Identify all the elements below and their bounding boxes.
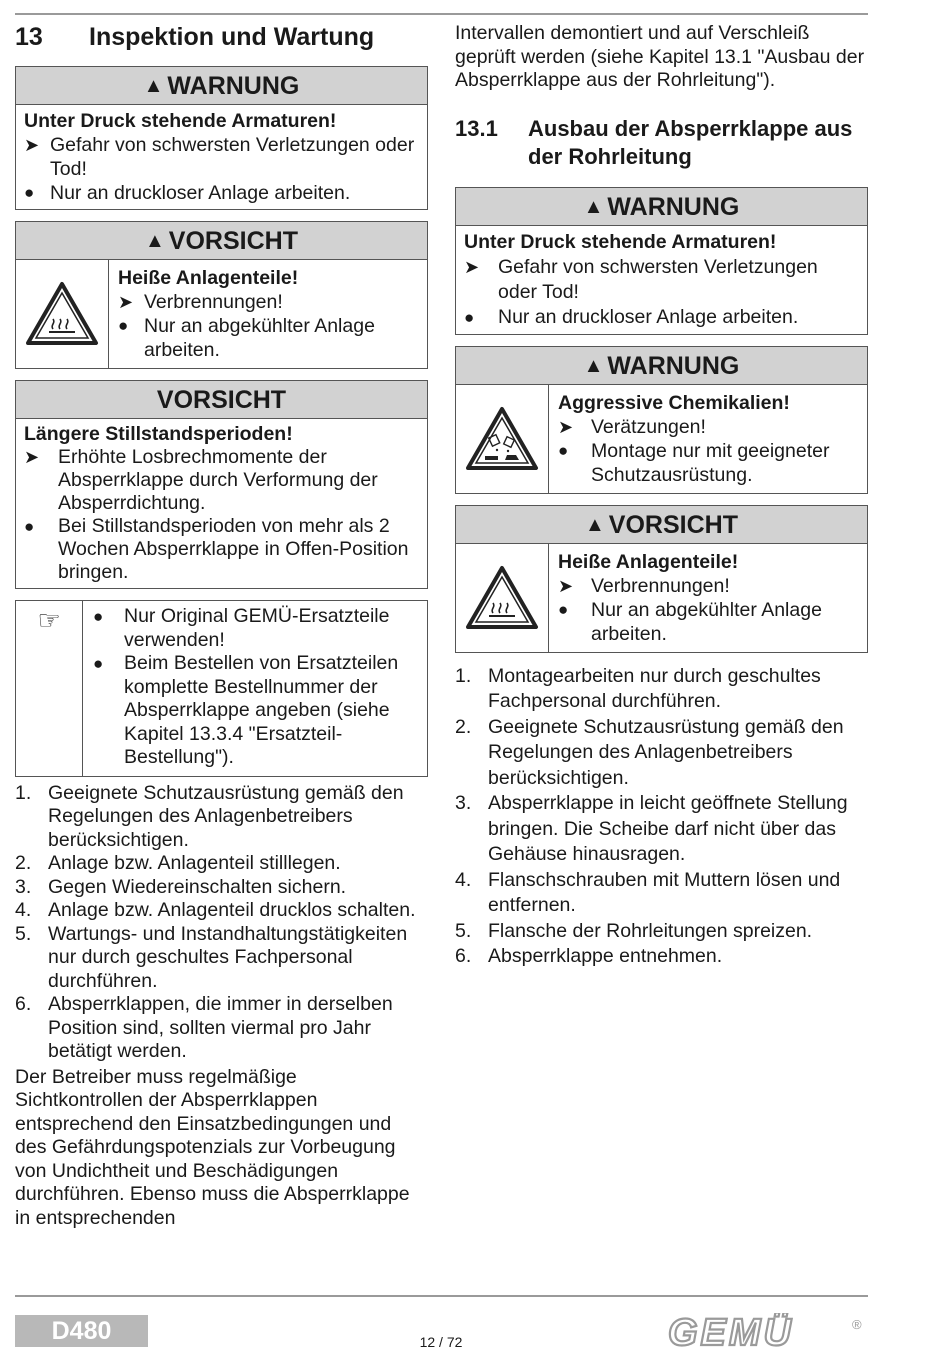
section-number: 13 xyxy=(15,23,43,51)
caution-box-header xyxy=(456,506,867,544)
note-body xyxy=(83,601,427,776)
warning-box-chemicals xyxy=(455,346,868,494)
consequence-item xyxy=(558,574,859,598)
warning-box-pressure xyxy=(15,66,428,210)
right-column xyxy=(455,22,868,970)
list-item: 5. Flansche der Rohrleitungen spreizen. xyxy=(455,919,868,945)
list-item: 3. Gegen Wiedereinschalten sichern. xyxy=(15,875,347,898)
bullet-icon: ● xyxy=(464,307,475,327)
warning-box-pressure xyxy=(455,187,868,335)
bullet-icon: ● xyxy=(118,316,129,335)
step-text: Gegen Wiedereinschalten sichern. xyxy=(48,875,347,898)
caution-box-hot xyxy=(455,505,868,653)
consequence-text: Verbrennungen! xyxy=(591,574,730,597)
operator-paragraph: Der Betreiber muss regelmäßige Sichtkontrollen der Absperrklappen entsprechend den Einsatzbedingungen und des Gefährdungspotenzials zur Vorbeugung von Undichtheit und Beschädigungen durchführen. Ebenso muss die Absperrklappe in entsprechenden xyxy=(15,1065,410,1229)
consequence-item xyxy=(118,290,419,314)
arrow-icon: ➤ xyxy=(24,447,40,467)
warning-triangle-icon: ▲ xyxy=(145,230,165,252)
bullet-icon: ● xyxy=(24,183,35,202)
action-item xyxy=(558,598,859,646)
left-column xyxy=(15,20,428,1230)
step-text: Absperrklappen, die immer in derselben Position sind, sollten viermal pro Jahr betätigt werden. xyxy=(48,993,393,1062)
step-text: Geeignete Schutzausrüstung gemäß den Regelungen des Anlagenbetreibers berücksichtigen. xyxy=(48,781,404,851)
note-box xyxy=(15,600,428,777)
top-rule xyxy=(15,13,868,15)
consequence-text: Verätzungen! xyxy=(591,415,706,438)
hazard-heading: Heiße Anlagenteile! xyxy=(118,267,299,289)
action-item xyxy=(24,515,419,584)
continuation-paragraph: Intervallen demontiert und auf Verschleiß geprüft werden (siehe Kapitel 13.1 "Ausbau der Absperrklappe aus der Rohrleitung"). xyxy=(455,22,865,91)
hazard-heading: Längere Stillstandsperioden! xyxy=(24,423,293,445)
registered-mark: ® xyxy=(852,1317,862,1332)
warning-box-header xyxy=(16,67,427,105)
action-item xyxy=(558,439,859,487)
list-item: 6. Absperrklappen, die immer in derselben Position sind, sollten viermal pro Jahr betätigt werden. xyxy=(15,993,428,1064)
consequence-text: Gefahr von schwersten Verletzungen oder Tod! xyxy=(50,134,415,180)
step-text: Anlage bzw. Anlagenteil stilllegen. xyxy=(48,852,341,874)
step-text: Absperrklappe entnehmen. xyxy=(488,945,723,967)
note-text: Nur Original GEMÜ-Ersatzteile verwenden! xyxy=(124,605,390,651)
hazard-heading: Heiße Anlagenteile! xyxy=(558,550,739,573)
list-item: 1. Geeignete Schutzausrüstung gemäß den Regelungen des Anlagenbetreibers berücksichtigen. xyxy=(15,782,428,853)
action-text: Montage nur mit geeigneter Schutzausrüstung. xyxy=(591,439,830,486)
hot-surface-icon xyxy=(456,544,549,652)
caution-box-hot xyxy=(15,221,428,369)
hazard-heading: Unter Druck stehende Armaturen! xyxy=(24,110,337,132)
bullet-icon: ● xyxy=(24,517,35,536)
caution-box-body xyxy=(549,544,867,652)
action-item xyxy=(118,314,419,362)
action-item xyxy=(464,305,859,330)
bullet-icon: ● xyxy=(558,440,569,460)
action-text: Nur an druckloser Anlage arbeiten. xyxy=(50,182,351,204)
warning-box-body xyxy=(549,385,867,493)
step-text: Flanschschrauben mit Muttern lösen und entfernen. xyxy=(488,868,841,916)
caution-box-header xyxy=(16,381,427,419)
list-item: 2. Anlage bzw. Anlagenteil stilllegen. xyxy=(15,852,341,874)
warning-box-header xyxy=(456,188,867,226)
arrow-icon: ➤ xyxy=(24,135,40,155)
caution-box-title: VORSICHT xyxy=(156,386,287,414)
step-text: Montagearbeiten nur durch geschultes Fachpersonal durchführen. xyxy=(488,664,821,712)
removal-steps xyxy=(455,664,868,970)
logo-text: GEMÜ xyxy=(668,1313,794,1353)
action-item xyxy=(24,181,419,205)
list-item: 5. Wartungs- und Instandhaltungstätigkeiten nur durch geschultes Fachpersonal durchführen. xyxy=(15,923,428,994)
warning-box-body xyxy=(456,226,867,334)
list-item: 6. Absperrklappe entnehmen. xyxy=(455,944,868,970)
caution-box-title: VORSICHT xyxy=(168,227,298,255)
hazard-heading: Aggressive Chemikalien! xyxy=(558,391,790,414)
warning-triangle-icon: ▲ xyxy=(583,354,604,377)
note-item xyxy=(93,605,419,652)
consequence-text: Verbrennungen! xyxy=(144,291,283,313)
warning-triangle-icon: ▲ xyxy=(143,75,164,97)
warning-triangle-icon: ▲ xyxy=(585,513,605,536)
list-item: 4. Flanschschrauben mit Muttern lösen und entfernen. xyxy=(455,868,868,919)
arrow-icon: ➤ xyxy=(558,575,574,596)
note-text: Beim Bestellen von Ersatzteilen komplette Bestellnummer der Absperrklappe angeben (siehe Kapitel 13.3.4 "Ersatzteil-Bestellung"). xyxy=(124,652,399,768)
subsection-title: Ausbau der Absperrklappe aus der Rohrleitung xyxy=(528,115,853,169)
arrow-icon: ➤ xyxy=(558,416,574,437)
arrow-icon: ➤ xyxy=(118,292,134,312)
hot-surface-icon xyxy=(16,260,109,368)
section-heading xyxy=(15,20,428,54)
consequence-item xyxy=(464,255,859,305)
step-text: Absperrklappe in leicht geöffnete Stellung bringen. Die Scheibe darf nicht über das Gehäuse hinausragen. xyxy=(488,792,848,865)
subsection-heading xyxy=(455,115,868,171)
gemu-logo xyxy=(668,1313,868,1358)
bullet-icon: ● xyxy=(93,607,104,626)
list-item: 1. Montagearbeiten nur durch geschultes Fachpersonal durchführen. xyxy=(455,664,868,715)
corrosive-icon xyxy=(456,385,549,493)
warning-box-body xyxy=(16,105,427,209)
caution-box-body xyxy=(16,419,427,588)
consequence-text: Erhöhte Losbrechmomente der Absperrklappe durch Verformung der Absperrdichtung. xyxy=(58,446,378,514)
step-text: Geeignete Schutzausrüstung gemäß den Regelungen des Anlagenbetreibers berücksichtigen. xyxy=(488,715,844,789)
caution-box-standstill xyxy=(15,380,428,589)
hazard-heading: Unter Druck stehende Armaturen! xyxy=(464,230,777,253)
model-badge: D480 xyxy=(15,1315,148,1347)
page-number: 12 / 72 xyxy=(419,1334,463,1350)
maintenance-steps xyxy=(15,782,428,1064)
bullet-icon: ● xyxy=(558,599,569,619)
consequence-item xyxy=(558,415,859,439)
caution-box-title: VORSICHT xyxy=(608,510,738,539)
footer-rule xyxy=(15,1295,868,1297)
caution-box-body xyxy=(109,260,427,368)
bullet-icon: ● xyxy=(93,654,104,673)
list-item: 4. Anlage bzw. Anlagenteil drucklos schalten. xyxy=(15,899,416,921)
list-item: 2. Geeignete Schutzausrüstung gemäß den Regelungen des Anlagenbetreibers berücksichtigen. xyxy=(455,715,868,792)
action-text: Nur an abgekühlter Anlage arbeiten. xyxy=(591,598,822,645)
arrow-icon: ➤ xyxy=(464,256,480,277)
warning-box-title: WARNUNG xyxy=(167,72,300,100)
consequence-item xyxy=(24,133,419,181)
action-text: Nur an abgekühlter Anlage arbeiten. xyxy=(144,315,375,361)
warning-triangle-icon: ▲ xyxy=(583,195,604,218)
step-text: Flansche der Rohrleitungen spreizen. xyxy=(488,919,813,942)
subsection-number: 13.1 xyxy=(455,115,498,141)
warning-box-title: WARNUNG xyxy=(607,351,740,380)
step-text: Anlage bzw. Anlagenteil drucklos schalten. xyxy=(48,899,416,921)
note-item xyxy=(93,652,419,770)
caution-box-header xyxy=(16,222,427,260)
step-text: Wartungs- und Instandhaltungstätigkeiten nur durch geschultes Fachpersonal durchführen. xyxy=(48,922,408,992)
warning-box-header xyxy=(456,347,867,385)
consequence-text: Gefahr von schwersten Verletzungen oder Tod! xyxy=(498,255,818,303)
action-text: Bei Stillstandsperioden von mehr als 2 Wochen Absperrklappe in Offen-Position bringen. xyxy=(58,515,409,583)
consequence-item xyxy=(24,446,419,515)
action-text: Nur an druckloser Anlage arbeiten. xyxy=(498,305,799,328)
warning-box-title: WARNUNG xyxy=(607,192,740,221)
list-item: 3. Absperrklappe in leicht geöffnete Stellung bringen. Die Scheibe darf nicht über das Gehäuse hinausragen. xyxy=(455,791,868,868)
section-title: Inspektion und Wartung xyxy=(89,23,375,51)
pointing-hand-icon: ☞ xyxy=(16,601,83,776)
